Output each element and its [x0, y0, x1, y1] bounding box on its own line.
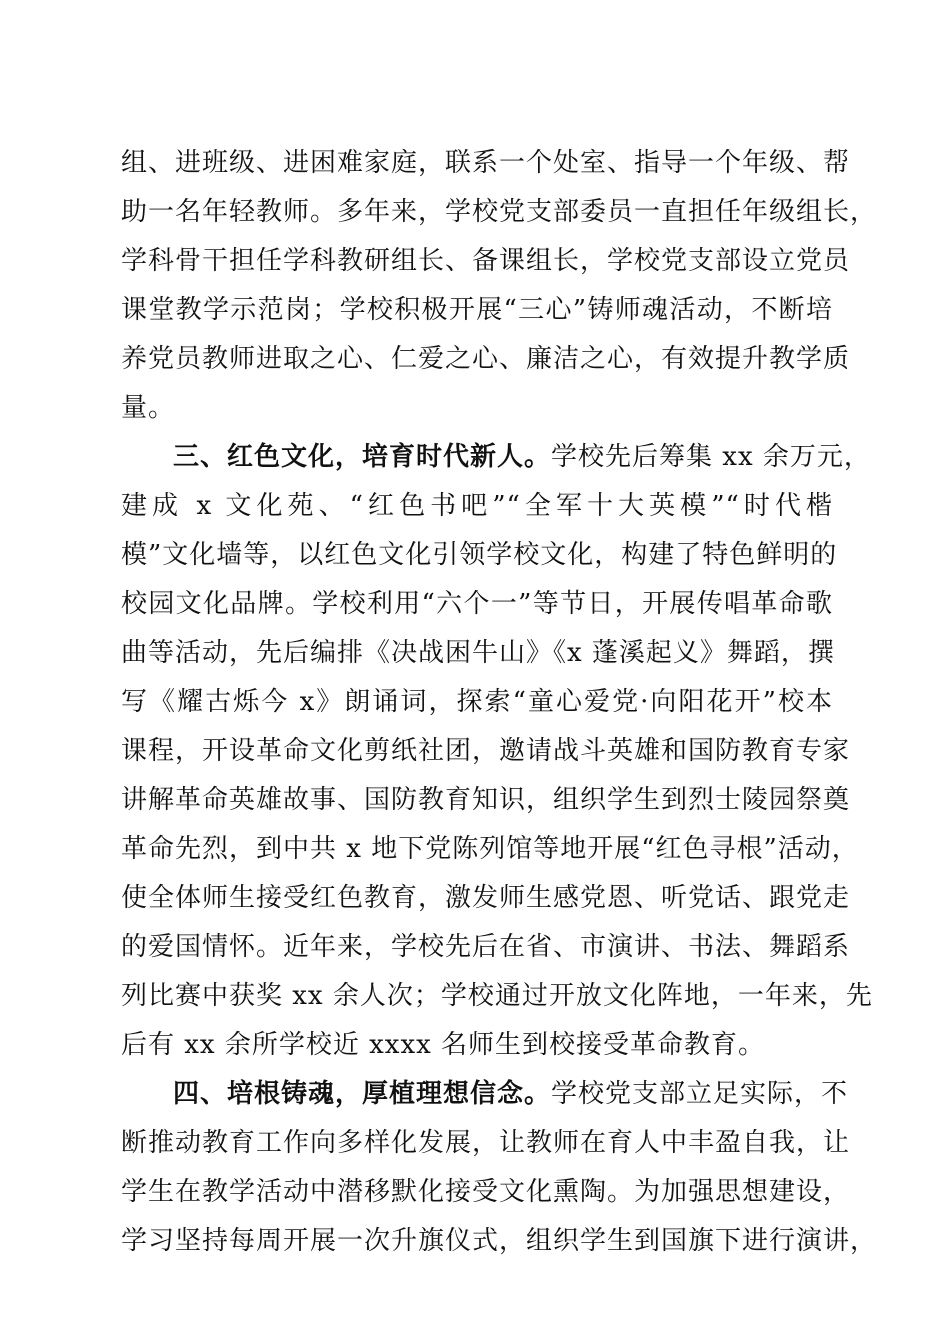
section-3-first-line: [173, 435, 871, 479]
section-4-first-line-text: 学校党支部立足实际，不: [551, 1079, 849, 1109]
paragraph-line: 养党员教师进取之心、仁爱之心、廉洁之心，有效提升教学质: [121, 344, 851, 374]
paragraph-line: 课堂教学示范岗；学校积极开展“三心”铸师魂活动，不断培: [121, 295, 833, 325]
paragraph-line: 断推动教育工作向多样化发展，让教师在育人中丰盈自我，让: [121, 1128, 851, 1158]
section-4-first-line: [173, 1072, 849, 1116]
paragraph-line: 后有 xx 余所学校近 xxxx 名师生到校接受革命教育。: [121, 1030, 766, 1060]
paragraph-line: 曲等活动，先后编排《决战困牛山》《x 蓬溪起义》舞蹈，撰: [121, 638, 835, 668]
paragraph-line: 建成 x 文化苑、“红色书吧”“全军十大英模”“时代楷: [121, 491, 833, 521]
paragraph-line: 学生在教学活动中潜移默化接受文化熏陶。为加强思想建设，: [121, 1177, 851, 1207]
paragraph-line: 讲解革命英雄故事、国防教育知识，组织学生到烈士陵园祭奠: [121, 785, 851, 815]
section-4-heading: 四、培根铸魂，厚植理想信念。: [173, 1079, 552, 1109]
section-3-first-line-text: 学校先后筹集 xx 余万元，: [551, 442, 871, 472]
paragraph-line: 组、进班级、进困难家庭，联系一个处室、指导一个年级、帮: [121, 148, 851, 178]
paragraph-line: 校园文化品牌。学校利用“六个一”等节日，开展传唱革命歌: [121, 589, 833, 619]
paragraph-line: 助一名年轻教师。多年来，学校党支部委员一直担任年级组长，: [121, 197, 878, 227]
paragraph-line: 模”文化墙等，以红色文化引领学校文化，构建了特色鲜明的: [121, 540, 838, 570]
paragraph-line: 学科骨干担任学科教研组长、备课组长，学校党支部设立党员: [121, 246, 851, 276]
paragraph-line: 写《耀古烁今 x》朗诵词，探索“童心爱党·向阳花开”校本: [121, 687, 833, 717]
paragraph-line: 课程，开设革命文化剪纸社团，邀请战斗英雄和国防教育专家: [121, 736, 851, 766]
section-3-heading: 三、红色文化，培育时代新人。: [173, 442, 552, 472]
paragraph-line: 革命先烈，到中共 x 地下党陈列馆等地开展“红色寻根”活动，: [121, 834, 859, 864]
paragraph-line: 列比赛中获奖 xx 余人次；学校通过开放文化阵地，一年来，先: [121, 981, 873, 1011]
paragraph-line: 量。: [121, 393, 176, 423]
paragraph-line: 使全体师生接受红色教育，激发师生感党恩、听党话、跟党走: [121, 883, 851, 913]
paragraph-line: 的爱国情怀。近年来，学校先后在省、市演讲、书法、舞蹈系: [121, 932, 851, 962]
paragraph-line: 学习坚持每周开展一次升旗仪式，组织学生到国旗下进行演讲，: [121, 1226, 878, 1256]
